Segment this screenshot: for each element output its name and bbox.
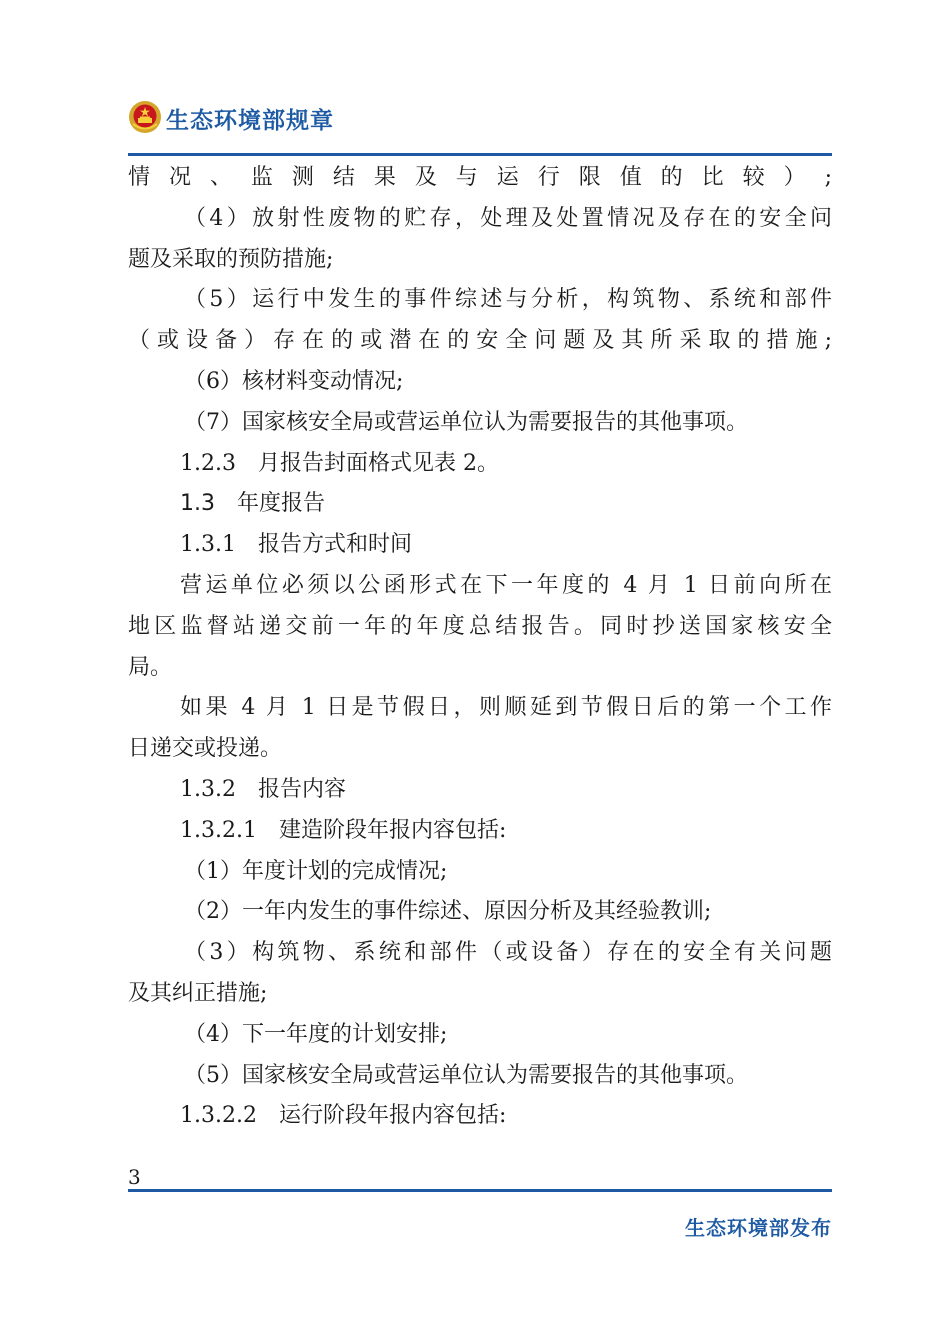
- paragraph-line: 日递交或投递。: [128, 736, 283, 762]
- text-line: 及其纠正措施;: [128, 980, 268, 1006]
- list-item: （2）一年内发生的事件综述、原因分析及其经验教训;: [184, 899, 712, 925]
- paragraph-line: 营运单位必须以公函形式在下一年度的 4 月 1 日前向所在: [180, 572, 832, 598]
- paragraph-line: 局。: [128, 654, 173, 680]
- text-line: 情况、监测结果及与运行限值的比较）;: [128, 165, 832, 190]
- list-item: （7）国家核安全局或营运单位认为需要报告的其他事项。: [184, 409, 748, 435]
- header-divider: [128, 153, 832, 156]
- list-item: （3）构筑物、系统和部件（或设备）存在的安全有关问题: [184, 940, 832, 966]
- section-heading: 1.3.2 报告内容: [180, 776, 346, 802]
- list-item: （4）下一年度的计划安排;: [184, 1021, 448, 1047]
- list-item: （6）核材料变动情况;: [184, 368, 404, 394]
- text-line: （或设备）存在的或潜在的安全问题及其所采取的措施;: [128, 328, 832, 354]
- footer-publisher: 生态环境部发布: [685, 1216, 832, 1240]
- section-heading: 1.3.2.2 运行阶段年报内容包括:: [180, 1103, 507, 1129]
- list-item: （1）年度计划的完成情况;: [184, 858, 448, 884]
- page-number: 3: [128, 1165, 141, 1189]
- list-item: （5）国家核安全局或营运单位认为需要报告的其他事项。: [184, 1062, 748, 1088]
- text-line: 题及采取的预防措施;: [128, 246, 334, 272]
- section-title: 1.3 年度报告: [180, 491, 325, 517]
- section-heading: 1.3.2.1 建造阶段年报内容包括:: [180, 817, 507, 843]
- page-header: [128, 98, 832, 158]
- list-item: （4）放射性废物的贮存，处理及处置情况及存在的安全问: [184, 205, 832, 231]
- section-heading: 1.3.1 报告方式和时间: [180, 532, 412, 558]
- footer-divider: [128, 1189, 832, 1192]
- header-title: 生态环境部规章: [166, 108, 334, 134]
- paragraph-line: 地区监督站递交前一年的年度总结报告。同时抄送国家核安全: [128, 613, 832, 639]
- section-heading: 1.2.3 月报告封面格式见表 2。: [180, 450, 499, 476]
- document-body: [128, 158, 832, 1137]
- national-emblem-icon: [128, 100, 162, 134]
- list-item: （5）运行中发生的事件综述与分析，构筑物、系统和部件: [184, 287, 832, 313]
- paragraph-line: 如果 4 月 1 日是节假日，则顺延到节假日后的第一个工作: [180, 695, 832, 721]
